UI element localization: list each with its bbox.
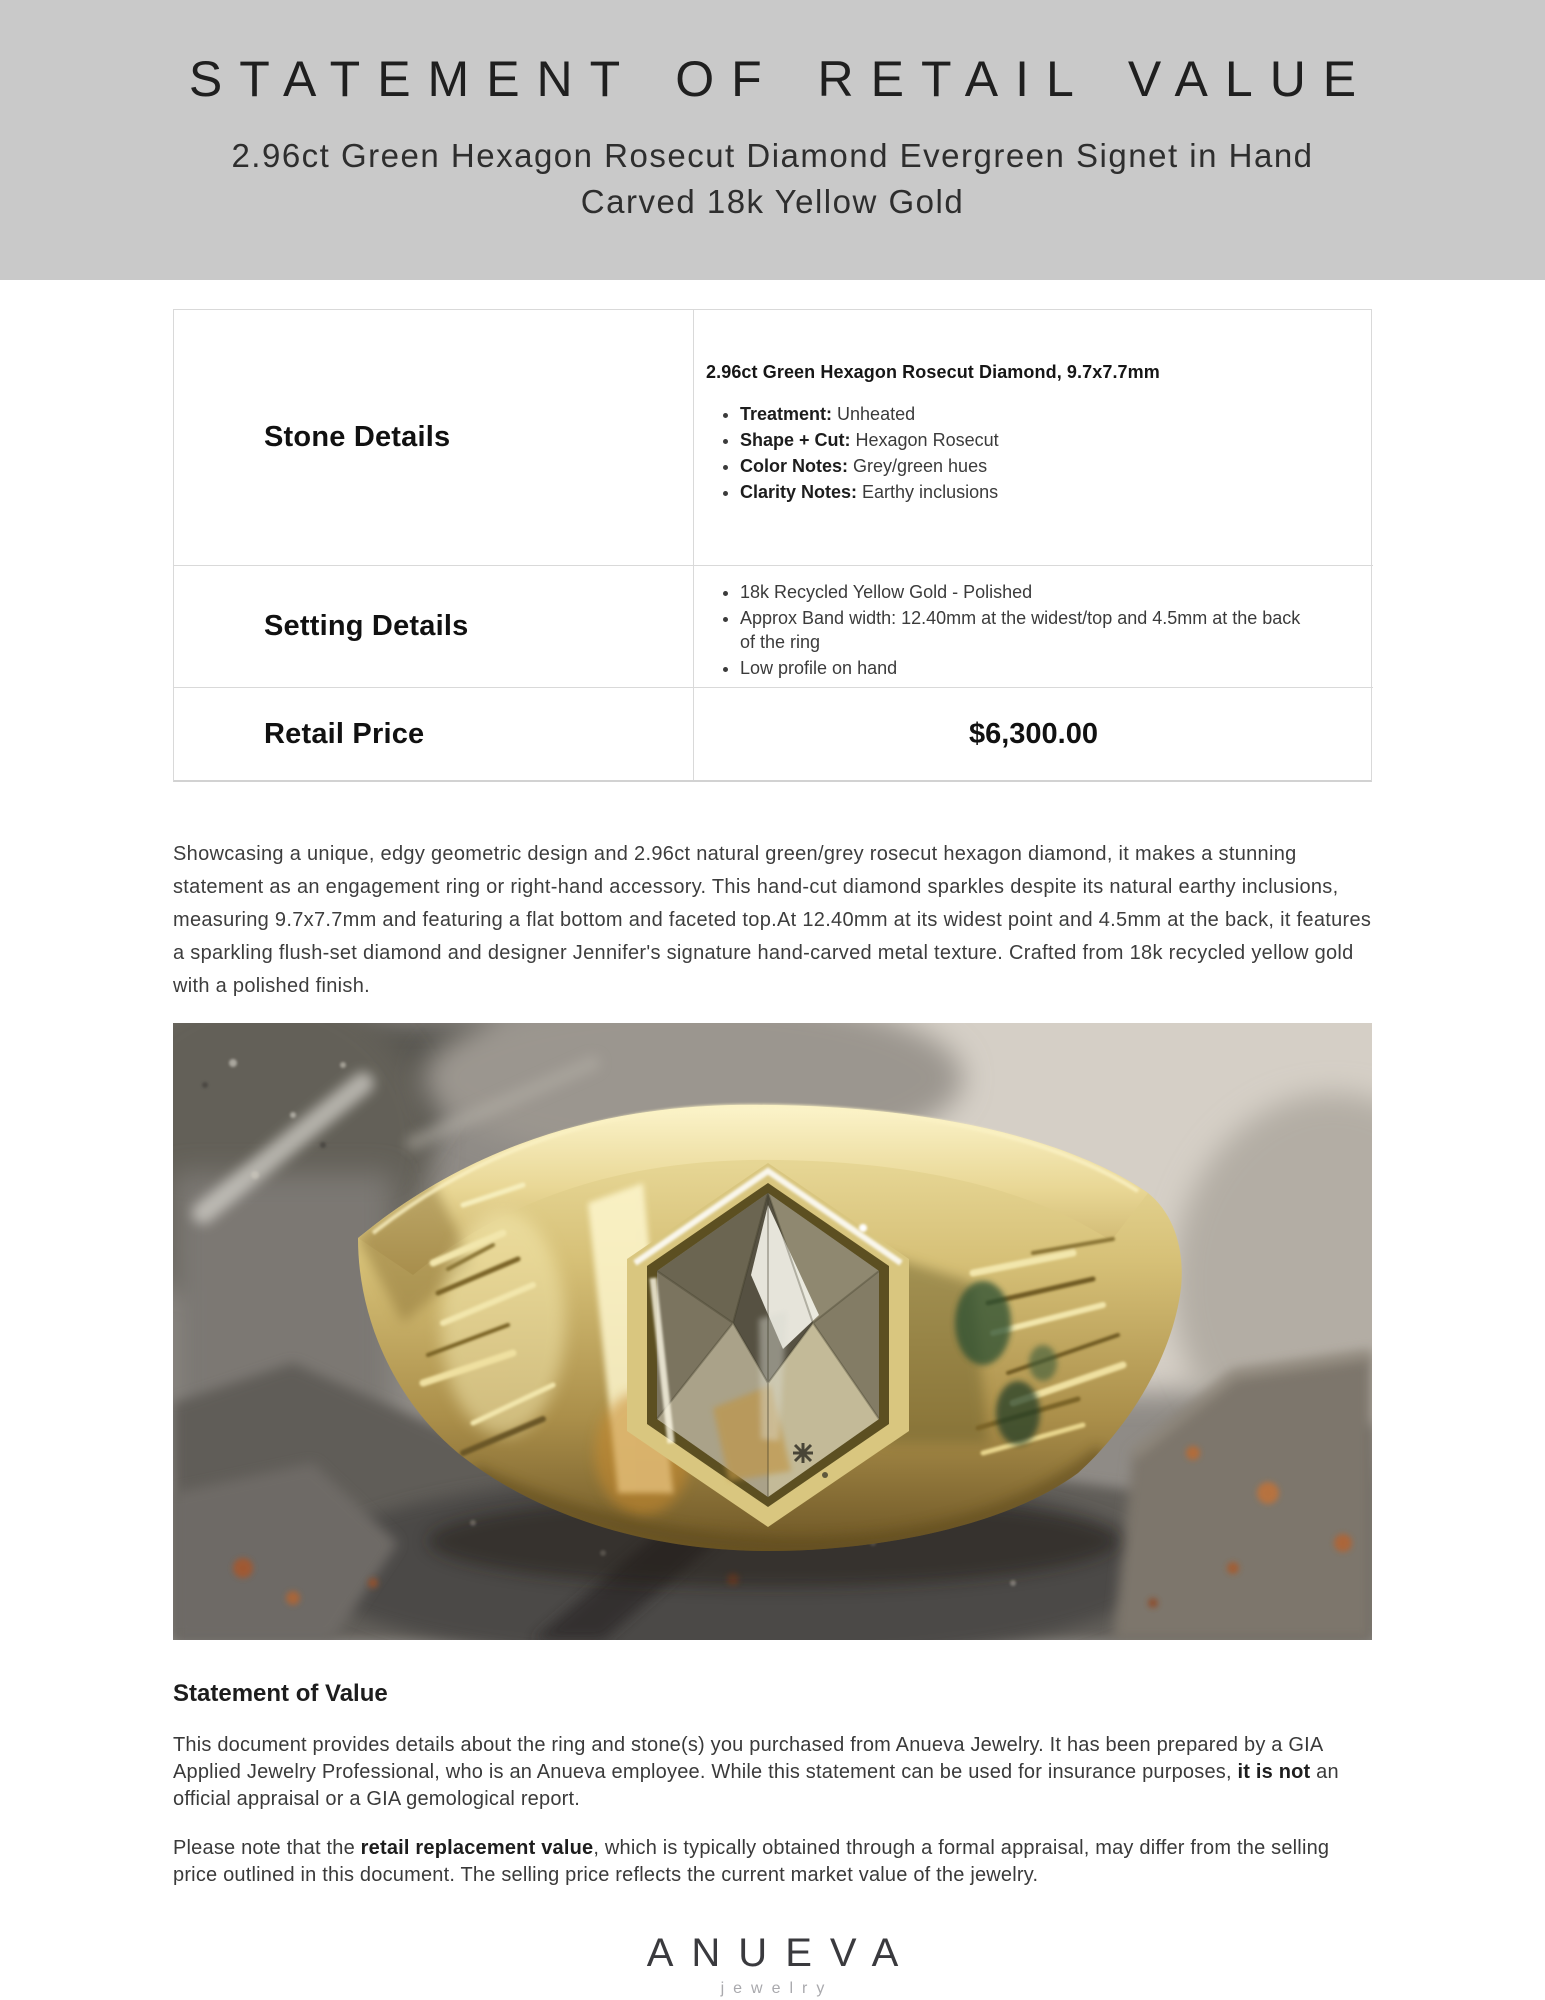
text: Low profile on hand bbox=[740, 658, 898, 678]
bold-text: Color Notes: bbox=[740, 456, 848, 476]
retail-price-value: $6,300.00 bbox=[968, 717, 1098, 750]
inclusion-star bbox=[793, 1443, 813, 1463]
setting-details-label-cell bbox=[174, 566, 694, 688]
product-description: Showcasing a unique, edgy geometric design and 2.96ct natural green/grey rosecut hexagon diamond, it makes a stunning statement as an engagement ring or right-hand accessory. This hand-cut diamond sparkles despite its natural earthy inclusions, measuring 9.7x7.7mm and featuring a flat bottom and faceted top.At 12.40mm at its widest point and 4.5mm at the back, it features a sparkling flush-set diamond and designer Jennifer's signature hand-carved metal texture. Crafted from 18k recycled yellow gold with a polished finish. bbox=[173, 843, 1372, 997]
text: Approx Band width: 12.40mm at the widest/top and 4.5mm at the back of the ring bbox=[740, 608, 1301, 652]
bullet-item bbox=[740, 656, 1317, 680]
retail-price-label-cell bbox=[174, 688, 694, 780]
bullet-item bbox=[740, 453, 1333, 479]
brand-logo-name: ANUEVA bbox=[646, 1931, 917, 1975]
subtitle-line-2: Carved 18k Yellow Gold bbox=[580, 182, 965, 220]
stone-details-label-cell bbox=[174, 310, 694, 566]
text: 18k Recycled Yellow Gold - Polished bbox=[740, 582, 1033, 602]
text: Please note that the bbox=[173, 1837, 361, 1859]
bullet-item bbox=[740, 427, 1333, 453]
subtitle-line-1: 2.96ct Green Hexagon Rosecut Diamond Evergreen Signet in Hand bbox=[231, 137, 1314, 174]
bold-text: it is not bbox=[1237, 1761, 1311, 1783]
page-subtitle bbox=[0, 133, 1545, 224]
setting-details-label: Setting Details bbox=[264, 610, 469, 642]
bullet-item bbox=[740, 479, 1333, 505]
sparkle-dot bbox=[859, 1224, 867, 1232]
bold-text: retail replacement value bbox=[360, 1837, 594, 1859]
text: Earthy inclusions bbox=[857, 482, 999, 502]
text: Grey/green hues bbox=[848, 456, 988, 476]
statement-paragraph-2 bbox=[173, 1835, 1372, 1889]
setting-details-value-cell bbox=[694, 566, 1373, 688]
stone-details-value-cell bbox=[694, 310, 1373, 566]
bold-text: Clarity Notes: bbox=[740, 482, 858, 502]
stone-heading: 2.96ct Green Hexagon Rosecut Diamond, 9.7x7.7mm bbox=[706, 362, 1160, 382]
ring-photo-illustration bbox=[173, 1023, 1372, 1640]
stone-bullet-list bbox=[706, 401, 1333, 505]
brand-logo bbox=[0, 1933, 1545, 1997]
text: This document provides details about the ring and stone(s) you purchased from Anueva Jewelry. It has been prepared by a GIA Applied Jewelry Professional, who is an Anueva employee. While this statement can be used for insurance purposes, bbox=[173, 1734, 1323, 1783]
details-table bbox=[173, 309, 1372, 782]
retail-price-label: Retail Price bbox=[264, 717, 425, 750]
bullet-item bbox=[740, 606, 1317, 654]
text: , which is typically obtained through a formal appraisal, may differ from the selling price outlined in this document. The selling price reflects the current market value of the jewelry. bbox=[173, 1837, 1330, 1886]
text: Unheated bbox=[832, 404, 916, 424]
statement-paragraph-1 bbox=[173, 1732, 1372, 1813]
text: Hexagon Rosecut bbox=[850, 430, 999, 450]
bullet-item bbox=[740, 401, 1333, 427]
text: an official appraisal or a GIA gemological report. bbox=[173, 1761, 1339, 1810]
page-title: STATEMENT OF RETAIL VALUE bbox=[188, 51, 1374, 107]
header-banner bbox=[0, 0, 1545, 280]
bullet-item bbox=[740, 580, 1317, 604]
setting-bullet-list bbox=[706, 580, 1317, 680]
bold-text: Treatment: bbox=[740, 404, 833, 424]
retail-price-value-cell bbox=[694, 688, 1373, 780]
statement-of-value-heading: Statement of Value bbox=[173, 1680, 388, 1707]
brand-logo-subtitle: jewelry bbox=[720, 1980, 834, 1997]
content-column bbox=[173, 309, 1372, 1889]
bold-text: Shape + Cut: bbox=[740, 430, 851, 450]
stone-details-label: Stone Details bbox=[264, 421, 451, 453]
ring-photo bbox=[173, 1023, 1372, 1640]
